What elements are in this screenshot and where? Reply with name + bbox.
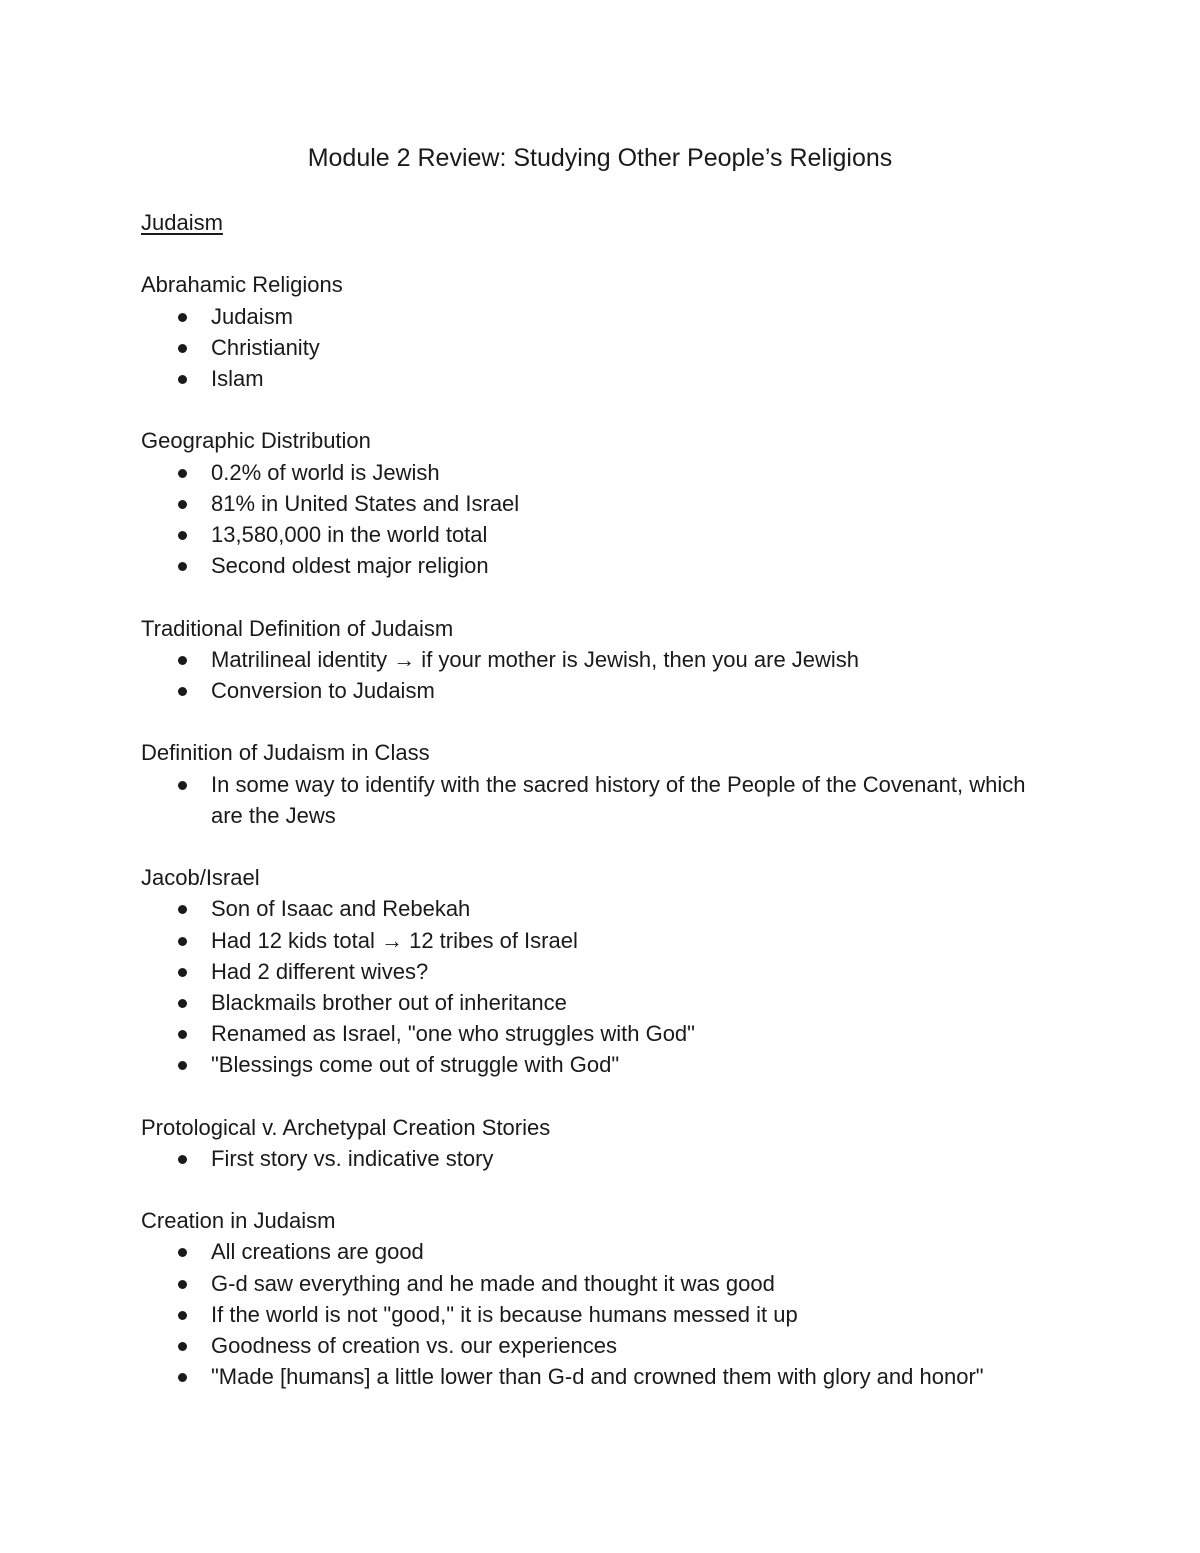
- list-item-text: Had 12 kids total → 12 tribes of Israel: [211, 927, 578, 953]
- bullet-icon: [178, 1248, 187, 1257]
- bullet-icon: [178, 1061, 187, 1070]
- list-item-text: "Blessings come out of struggle with God": [211, 1052, 620, 1078]
- section: [141, 737, 1061, 831]
- list-item: [141, 519, 1061, 550]
- bullet-icon: [178, 375, 187, 384]
- bullet-icon: [178, 313, 187, 322]
- section-heading: Traditional Definition of Judaism: [141, 615, 454, 641]
- list-item-text: Goodness of creation vs. our experiences: [211, 1333, 618, 1359]
- bullet-icon: [178, 469, 187, 478]
- list-item: [141, 956, 1061, 987]
- list-item-text: Islam: [211, 365, 264, 391]
- list-item: [141, 769, 1061, 831]
- list-item-text: All creations are good: [211, 1239, 424, 1265]
- list-item-text: Second oldest major religion: [211, 553, 489, 579]
- list-item-text: Renamed as Israel, "one who struggles with God": [211, 1021, 695, 1047]
- list-item: [141, 550, 1061, 581]
- section-heading: Geographic Distribution: [141, 428, 371, 454]
- list-item: [141, 332, 1061, 363]
- bullet-list: [141, 1236, 1061, 1392]
- section: [141, 1112, 1061, 1174]
- list-item: [141, 987, 1061, 1018]
- list-item: [141, 457, 1061, 488]
- bullet-icon: [178, 687, 187, 696]
- list-item: [141, 893, 1061, 924]
- bullet-icon: [178, 905, 187, 914]
- bullet-icon: [178, 999, 187, 1008]
- bullet-list: [141, 1143, 1061, 1174]
- list-item-text: 0.2% of world is Jewish: [211, 459, 440, 485]
- section-label-judaism: Judaism: [141, 210, 223, 235]
- section: [141, 1205, 1061, 1392]
- list-item-text: Had 2 different wives?: [211, 958, 429, 984]
- document-body: [141, 207, 1061, 1424]
- sections-container: [141, 269, 1061, 1392]
- list-item: [141, 488, 1061, 519]
- list-item-text: Matrilineal identity → if your mother is Jewish, then you are Jewish: [211, 646, 860, 672]
- list-item-text: Blackmails brother out of inheritance: [211, 989, 567, 1015]
- list-item-text: In some way to identify with the sacred history of the People of the Covenant, which are the Jews: [211, 771, 1026, 828]
- section-heading: Jacob/Israel: [141, 865, 260, 891]
- list-item: [141, 1268, 1061, 1299]
- bullet-icon: [178, 781, 187, 790]
- bullet-icon: [178, 968, 187, 977]
- section: [141, 862, 1061, 1080]
- bullet-icon: [178, 656, 187, 665]
- bullet-icon: [178, 937, 187, 946]
- bullet-icon: [178, 500, 187, 509]
- list-item-text: If the world is not "good," it is because humans messed it up: [211, 1301, 798, 1327]
- list-item: [141, 363, 1061, 394]
- section-heading: Creation in Judaism: [141, 1208, 336, 1234]
- section: [141, 425, 1061, 581]
- bullet-list: [141, 769, 1061, 831]
- list-item: [141, 675, 1061, 706]
- list-item-text: "Made [humans] a little lower than G-d and crowned them with glory and honor": [211, 1364, 984, 1390]
- list-item: [141, 1299, 1061, 1330]
- section-heading: Abrahamic Religions: [141, 272, 343, 298]
- bullet-list: [141, 644, 1061, 706]
- list-item: [141, 644, 1061, 675]
- list-item-text: Judaism: [211, 303, 293, 329]
- bullet-icon: [178, 1155, 187, 1164]
- bullet-icon: [178, 531, 187, 540]
- list-item: [141, 1330, 1061, 1361]
- list-item: [141, 301, 1061, 332]
- list-item-text: G-d saw everything and he made and thought it was good: [211, 1270, 775, 1296]
- list-item-text: 13,580,000 in the world total: [211, 521, 488, 547]
- list-item-text: First story vs. indicative story: [211, 1145, 494, 1171]
- list-item-text: Conversion to Judaism: [211, 677, 435, 703]
- list-item: [141, 1049, 1061, 1080]
- bullet-icon: [178, 1280, 187, 1289]
- bullet-list: [141, 301, 1061, 395]
- list-item: [141, 1018, 1061, 1049]
- bullet-icon: [178, 562, 187, 571]
- section: [141, 613, 1061, 707]
- section-heading: Definition of Judaism in Class: [141, 740, 430, 766]
- section-heading: Protological v. Archetypal Creation Stories: [141, 1114, 551, 1140]
- bullet-icon: [178, 1342, 187, 1351]
- list-item: [141, 1361, 1061, 1392]
- bullet-list: [141, 893, 1061, 1080]
- bullet-icon: [178, 344, 187, 353]
- list-item: [141, 925, 1061, 956]
- list-item-text: 81% in United States and Israel: [211, 490, 520, 516]
- bullet-icon: [178, 1030, 187, 1039]
- list-item: [141, 1143, 1061, 1174]
- page-title: Module 2 Review: Studying Other People’s Religions: [307, 144, 893, 172]
- list-item-text: Son of Isaac and Rebekah: [211, 896, 471, 922]
- bullet-icon: [178, 1311, 187, 1320]
- bullet-icon: [178, 1373, 187, 1382]
- list-item-text: Christianity: [211, 334, 320, 360]
- list-item: [141, 1236, 1061, 1267]
- section: [141, 269, 1061, 394]
- bullet-list: [141, 457, 1061, 582]
